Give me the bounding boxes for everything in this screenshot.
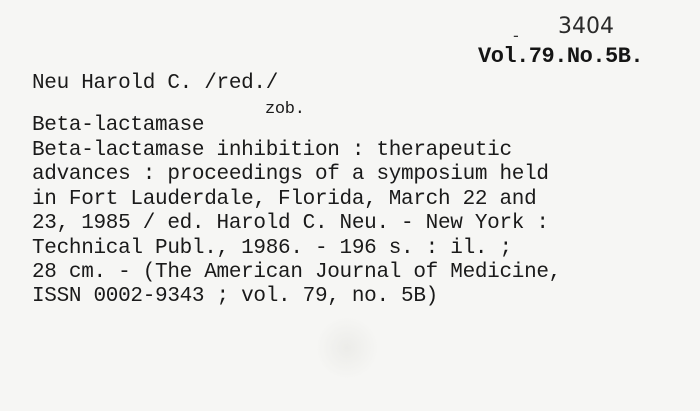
handwritten-dash: -	[513, 26, 519, 45]
description-line: advances : proceedings of a symposium held	[32, 163, 549, 187]
description-line: Technical Publ., 1986. - 196 s. : il. ;	[32, 236, 512, 260]
description-line: 28 cm. - (The American Journal of Medicine,	[32, 261, 561, 285]
description-line: ISSN 0002-9343 ; vol. 79, no. 5B)	[32, 285, 438, 309]
annotation-zob: zob.	[265, 100, 305, 119]
description-line: 23, 1985 / ed. Harold C. Neu. - New York :	[32, 212, 549, 236]
bibliographic-description	[32, 139, 561, 310]
description-line: Beta-lactamase inhibition : therapeutic	[32, 139, 512, 162]
author-line: Neu Harold C. /red./	[32, 72, 279, 95]
handwritten-call-number: 3404	[558, 14, 614, 39]
volume-number: Vol.79.No.5B.	[478, 44, 644, 69]
description-line: in Fort Lauderdale, Florida, March 22 and	[32, 187, 537, 211]
subject-heading: Beta-lactamase	[32, 114, 205, 137]
